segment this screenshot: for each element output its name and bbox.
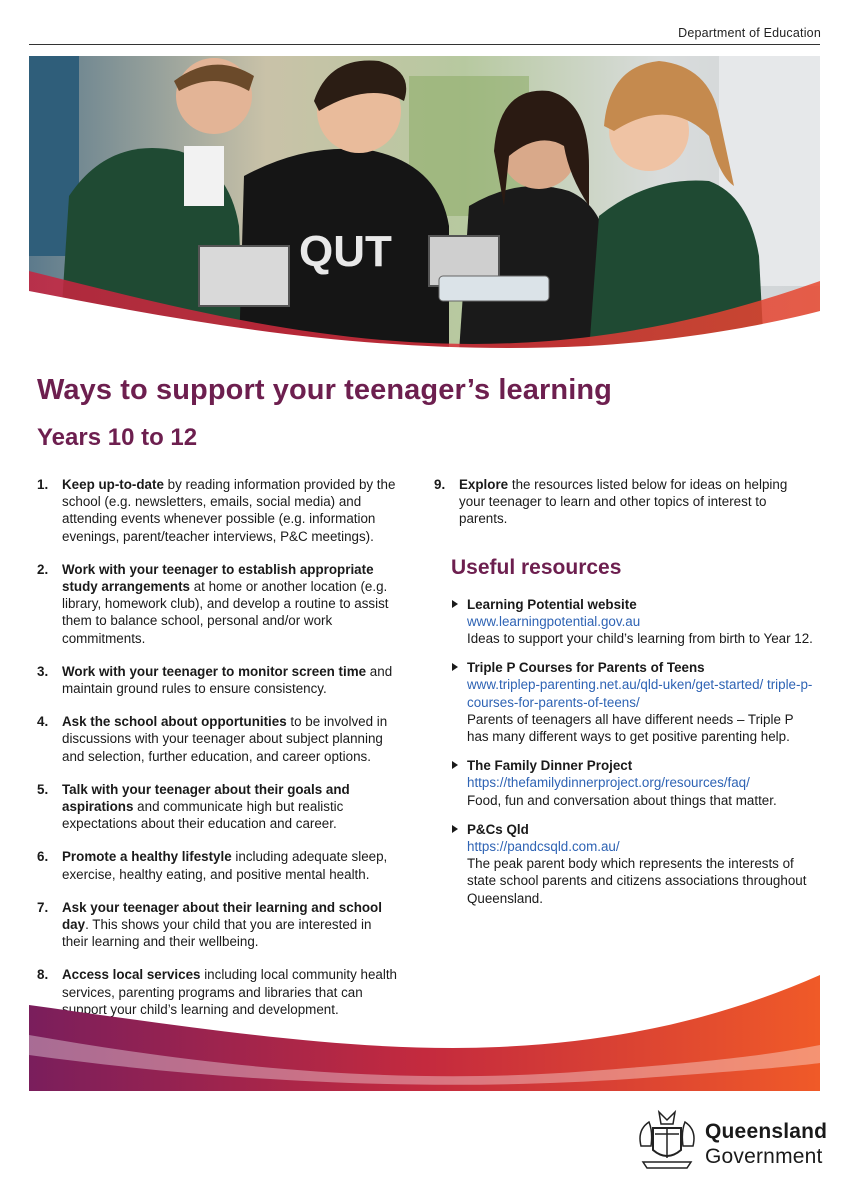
resource-link[interactable]: www.triplep-parenting.net.au/qld-uken/get-started/ triple-p-courses-for-parents-of-teens/ [467,677,813,710]
hero-photo [29,56,820,352]
coat-of-arms-icon [635,1106,699,1172]
tip-text: including adequate sleep, exercise, healthy eating, and positive mental health. [62,849,388,882]
resource-item [434,596,814,648]
resource-description: Food, fun and conversation about things that matter. [467,792,777,808]
footer-wave-graphic [29,975,820,1091]
tip-number: 7. [37,899,49,915]
tip-heading: Work with your teenager to monitor screen time [62,663,367,679]
department-label: Department of Education [678,26,821,40]
qld-government-logo [635,1106,828,1172]
tip-item [37,781,397,833]
tip-number: 1. [37,477,49,492]
tip-heading: Access local services [62,967,201,983]
tip-number: 5. [37,781,49,797]
resource-link[interactable]: www.learningpotential.gov.au [467,613,641,629]
resource-item [434,659,814,745]
resource-title: P&Cs Qld [467,821,529,837]
tip-text: and maintain ground rules to ensure consistency. [62,663,393,697]
tip-number: 8. [37,967,49,983]
tip-number: 2. [37,561,49,577]
tip-text: at home or another location (e.g. library, homework club), and develop a routine to assist them to balance school, personal and/or work commitments. [62,579,389,646]
triangle-bullet-icon [452,825,458,833]
tip-heading: Explore [459,477,509,492]
page-subtitle: Years 10 to 12 [37,424,198,451]
svg-text:QUT: QUT [299,227,392,276]
tip-heading: Work with your teenager to establish appropriate study arrangements [62,561,374,595]
tip-text: including local community health services, parenting programs and libraries that can support your child’s learning and development. [62,967,397,1017]
tip-item [37,713,397,765]
resource-item [434,821,814,907]
tip-heading: Ask your teenager about their learning and school day [62,899,382,933]
tip-item [37,476,397,545]
tip-text: the resources listed below for ideas on helping your teenager to learn and other topics of interest to parents. [459,477,788,527]
tip-item [37,848,397,882]
resource-description: Parents of teenagers all have different needs – Triple P has many different ways to get positive parenting help. [467,711,794,745]
page-title: Ways to support your teenager’s learning [37,374,612,406]
tip-item [434,476,814,528]
resource-description: The peak parent body which represents the interests of state school parents and citizens associations throughout Queensland. [467,856,807,906]
resource-link[interactable]: https://thefamilydinnerproject.org/resources/faq/ [467,775,750,791]
tip-heading: Talk with your teenager about their goals and aspirations [62,781,350,815]
tips-column-left [37,476,397,1034]
tip-number: 9. [434,477,446,492]
triangle-bullet-icon [452,600,458,608]
tip-item [37,663,397,697]
tip-item [37,561,397,647]
tip-heading: Ask the school about opportunities [62,714,287,730]
resource-item [434,757,814,809]
header-divider [29,44,820,45]
triangle-bullet-icon [452,761,458,769]
resource-description: Ideas to support your child’s learning from birth to Year 12. [467,631,813,647]
resource-title: The Family Dinner Project [467,758,633,774]
tip-item [37,899,397,951]
tip-text: by reading information provided by the school (e.g. newsletters, emails, social media) and attending events whenever possible (e.g. information evenings, parent/teacher interviews, P&C meetings). [62,477,396,544]
tip-number: 4. [37,714,49,730]
tip-text: . This shows your child that you are interested in their learning and their wellbeing. [62,917,372,950]
tip-heading: Keep up-to-date [62,477,164,492]
tip-text: to be involved in discussions with your teenager about subject planning and selection, further education, and career options. [62,714,388,764]
logo-text-government: Government [705,1145,823,1168]
tip-number: 3. [37,663,49,679]
tip-number: 6. [37,849,49,865]
tip-text: and communicate high but realistic expectations about their education and career. [62,799,344,832]
triangle-bullet-icon [452,663,458,671]
resource-title: Learning Potential website [467,596,637,612]
tips-column-right [434,476,814,919]
resources-heading: Useful resources [451,555,622,579]
tip-heading: Promote a healthy lifestyle [62,849,232,865]
resource-title: Triple P Courses for Parents of Teens [467,660,705,676]
resource-link[interactable]: https://pandcsqld.com.au/ [467,839,620,855]
logo-text-queensland: Queensland [705,1120,828,1143]
